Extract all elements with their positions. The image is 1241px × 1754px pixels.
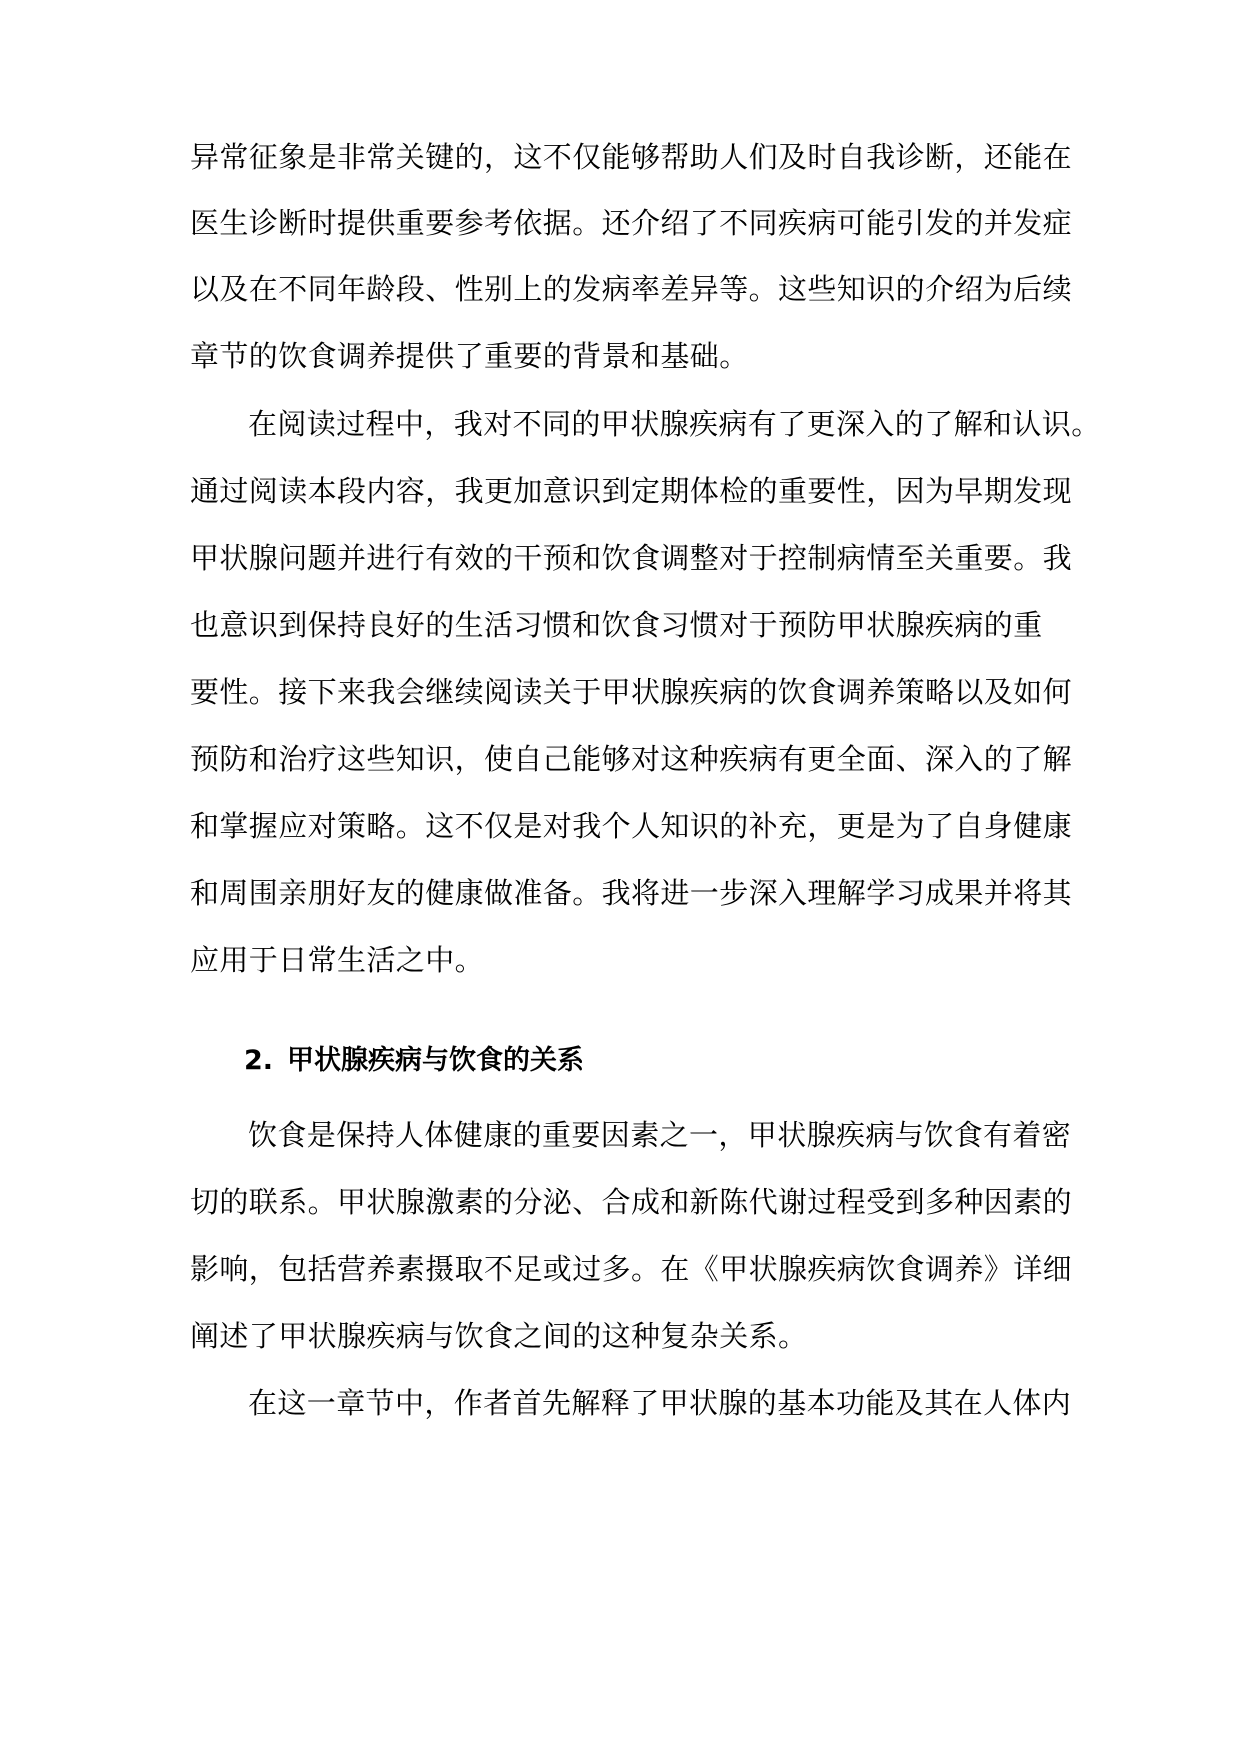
paragraph-line: 应用于日常生活之中。: [190, 943, 485, 977]
paragraph-line: 甲状腺问题并进行有效的干预和饮食调整对于控制病情至关重要。我: [190, 541, 1073, 575]
paragraph-line: 以及在不同年龄段、性别上的发病率差异等。这些知识的介绍为后续: [190, 272, 1073, 306]
paragraph-line: 切的联系。甲状腺激素的分泌、合成和新陈代谢过程受到多种因素的: [190, 1185, 1073, 1219]
paragraph-line: 和周围亲朋好友的健康做准备。我将进一步深入理解学习成果并将其: [190, 876, 1073, 910]
paragraph-line: 在这一章节中，作者首先解释了甲状腺的基本功能及其在人体内: [248, 1386, 1072, 1420]
paragraph-line: 要性。接下来我会继续阅读关于甲状腺疾病的饮食调养策略以及如何: [190, 675, 1073, 709]
section-title: 甲状腺疾病与饮食的关系: [287, 1045, 585, 1076]
paragraph-line: 影响，包括营养素摄取不足或过多。在《甲状腺疾病饮食调养》详细: [190, 1252, 1073, 1286]
paragraph-line: 异常征象是非常关键的，这不仅能够帮助人们及时自我诊断，还能在: [190, 140, 1073, 174]
paragraph-line: 饮食是保持人体健康的重要因素之一，甲状腺疾病与饮食有着密: [248, 1118, 1072, 1152]
paragraph-line: 阐述了甲状腺疾病与饮食之间的这种复杂关系。: [190, 1319, 808, 1353]
paragraph-line: 和掌握应对策略。这不仅是对我个人知识的补充，更是为了自身健康: [190, 809, 1073, 843]
paragraph-line: 也意识到保持良好的生活习惯和饮食习惯对于预防甲状腺疾病的重: [190, 608, 1043, 642]
paragraph-line: 预防和治疗这些知识，使自己能够对这种疾病有更全面、深入的了解: [190, 742, 1073, 776]
paragraph-line: 章节的饮食调养提供了重要的背景和基础。: [190, 339, 749, 373]
paragraph-line: 医生诊断时提供重要参考依据。还介绍了不同疾病可能引发的并发症: [190, 206, 1073, 240]
section-number: 2.: [244, 1045, 274, 1076]
section-heading: [244, 1041, 584, 1081]
paragraph-line: 通过阅读本段内容，我更加意识到定期体检的重要性，因为早期发现: [190, 474, 1073, 508]
paragraph-line: 在阅读过程中，我对不同的甲状腺疾病有了更深入的了解和认识。: [248, 407, 1101, 441]
